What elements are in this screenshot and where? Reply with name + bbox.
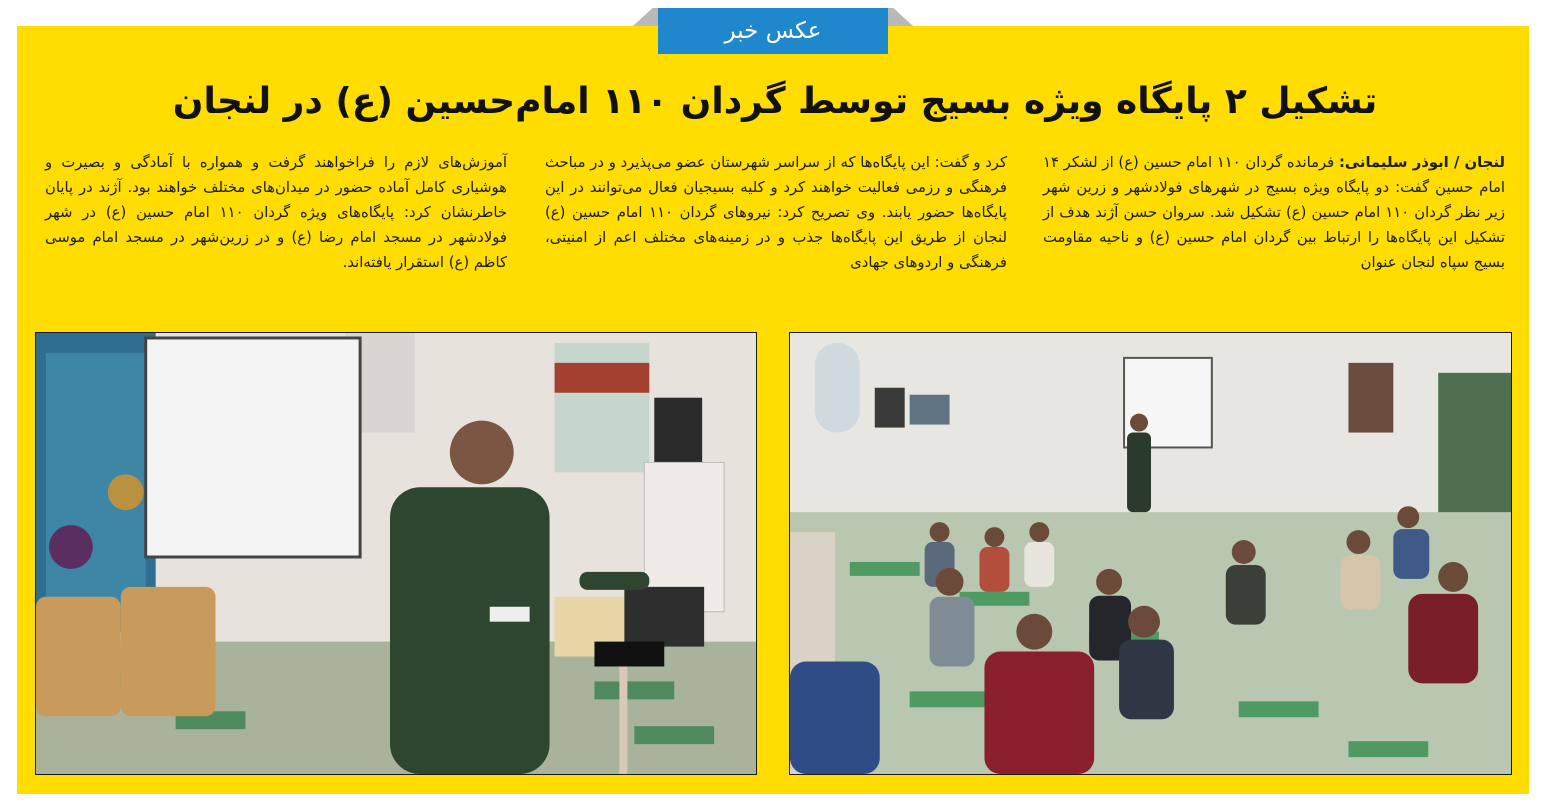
headline: تشکیل ۲ پایگاه ویژه بسیج توسط گردان ۱۱۰ امام‌حسین (ع) در لنجان (172, 81, 1378, 122)
article-column-1 (1043, 150, 1505, 310)
photo-speaker-illustration (36, 333, 756, 774)
article-text-1: فرمانده گردان ۱۱۰ امام حسین (ع) از لشکر ۱۴ امام حسین گفت: دو پایگاه ویژه بسیج در شهرهای فولادشهر و زرین شهر زیر نظر گردان ۱۱۰ امام حسین (ع) تشکیل شد. سروان حسن آژند هدف از تشکیل این پایگاه‌ها را ارتباط بین گردان امام حسین (ع) و ناحیه مقاومت بسیج سپاه لنجان عنوان (1043, 154, 1505, 271)
photo-speaker (35, 332, 757, 775)
section-tab: عکس خبر (658, 8, 888, 54)
photo-audience-illustration (790, 333, 1511, 774)
photo-audience (789, 332, 1512, 775)
byline: لنجان / ابوذر سلیمانی: (1339, 154, 1505, 171)
article-column-2: کرد و گفت: این پایگاه‌ها که از سراسر شهرستان عضو می‌پذیرد و در مباحث فرهنگی و رزمی فعالیت خواهند کرد و کلیه بسیجیان فعال می‌توانند در این پایگاه‌ها حضور یابند. وی تصریح کرد: نیروهای گردان ۱۱۰ امام حسین (ع) لنجان از طریق این پایگاه‌ها جذب و در زمینه‌های مختلف اعم از امنیتی، فرهنگی و اردوهای جهادی (545, 154, 1007, 271)
article-column-3: آموزش‌های لازم را فراخواهند گرفت و همواره با آمادگی و بصیرت و هوشیاری کامل آماده حضور در میدان‌های مختلف خواهند بود. آژند در پایان خاطرنشان کرد: پایگاه‌های ویژه گردان ۱۱۰ امام حسین (ع) در شهر فولادشهر در مسجد امام رضا (ع) و در زرین‌شهر در مسجد امام موسی کاظم (ع) استقرار یافته‌اند. (45, 154, 507, 271)
